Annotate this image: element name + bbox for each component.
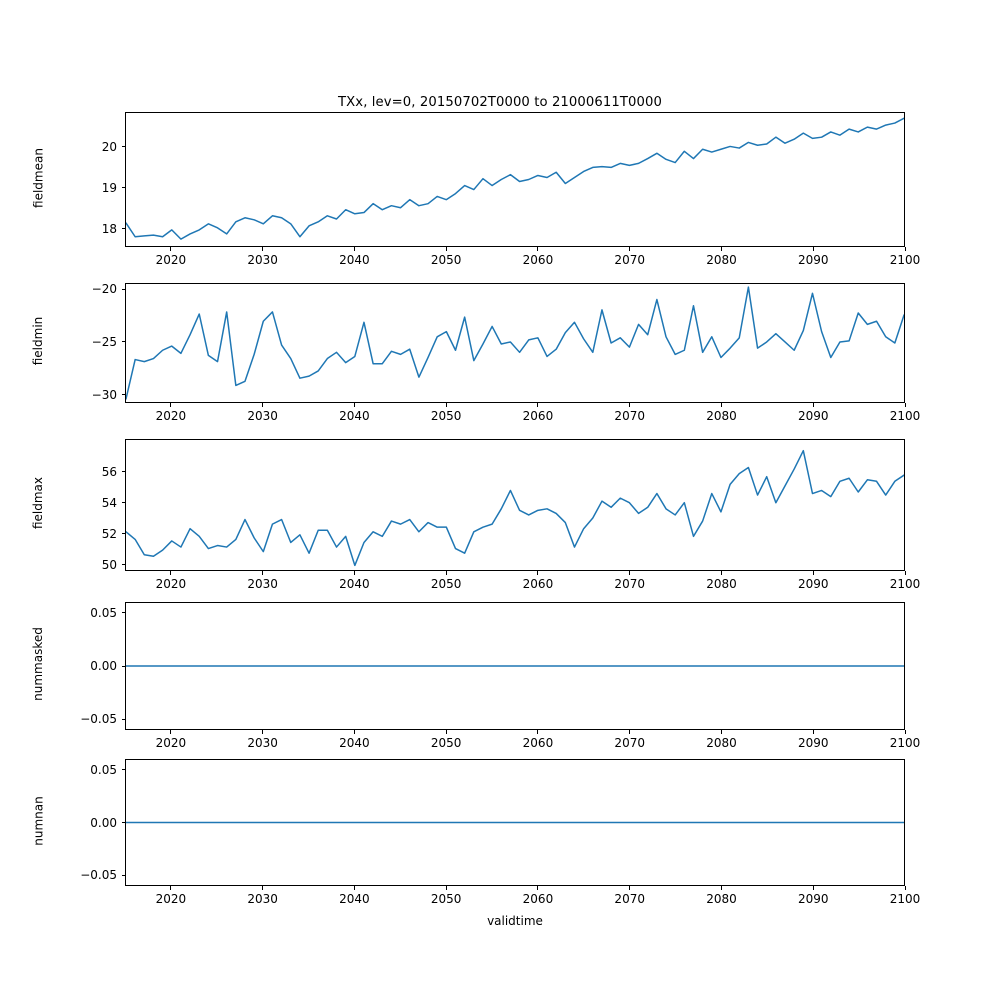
x-tick-label: 2080: [706, 253, 737, 267]
x-tickmark: [813, 886, 814, 890]
plot-panel-nummasked: [125, 602, 905, 730]
x-tick-label: 2050: [430, 409, 462, 423]
x-tickmark: [170, 247, 171, 251]
x-tick-label: 2060: [522, 577, 554, 591]
x-tickmark: [537, 730, 538, 734]
x-tickmark: [446, 886, 447, 890]
x-tickmark: [262, 403, 263, 407]
y-tickmark: [122, 875, 126, 876]
x-tickmark: [721, 730, 722, 734]
x-tickmark: [446, 403, 447, 407]
x-tick-label: 2020: [155, 736, 187, 750]
x-tickmark: [629, 886, 630, 890]
y-tick-label: −20: [91, 282, 117, 297]
x-tick-label: 2050: [430, 892, 462, 906]
x-tick-label: 2070: [614, 253, 645, 267]
y-tick-label: 0.00: [90, 815, 117, 830]
x-tickmark: [629, 247, 630, 251]
x-tick-label: 2030: [247, 409, 278, 423]
y-tick-label: 18: [101, 221, 117, 236]
x-axis-label: validtime: [487, 914, 543, 928]
x-tick-label: 2070: [614, 736, 645, 750]
x-tick-label: 2100: [889, 892, 921, 906]
x-tickmark: [354, 730, 355, 734]
y-tick-label: 0.05: [90, 605, 117, 620]
x-tickmark: [446, 247, 447, 251]
x-tick-label: 2090: [797, 892, 829, 906]
x-tickmark: [629, 403, 630, 407]
x-tick-label: 2060: [522, 892, 554, 906]
x-tickmark: [537, 571, 538, 575]
x-tickmark: [813, 403, 814, 407]
x-tick-label: 2070: [614, 577, 645, 591]
x-tick-label: 2060: [522, 253, 554, 267]
y-tickmark: [122, 822, 126, 823]
x-tick-label: 2020: [155, 409, 187, 423]
x-tickmark: [170, 571, 171, 575]
x-tickmark: [813, 730, 814, 734]
x-tickmark: [721, 403, 722, 407]
y-tickmark: [122, 146, 126, 147]
x-tick-label: 2090: [797, 253, 829, 267]
x-tickmark: [905, 886, 906, 890]
y-tickmark: [122, 769, 126, 770]
x-tickmark: [721, 247, 722, 251]
x-tick-label: 2030: [247, 736, 278, 750]
x-tick-label: 2030: [247, 577, 278, 591]
series-plot-nummasked: [126, 603, 904, 729]
x-tickmark: [537, 247, 538, 251]
x-tick-label: 2090: [797, 577, 829, 591]
y-tickmark: [122, 612, 126, 613]
x-tick-label: 2080: [706, 409, 737, 423]
x-tick-label: 2040: [339, 409, 370, 423]
plot-panel-fieldmin: [125, 283, 905, 403]
plot-panel-fieldmax: [125, 439, 905, 571]
y-tickmark: [122, 394, 126, 395]
x-tick-label: 2060: [522, 736, 554, 750]
y-tick-label: 56: [101, 464, 117, 479]
y-axis-label-fieldmean: fieldmean: [31, 147, 45, 208]
x-tickmark: [629, 571, 630, 575]
x-tick-label: 2100: [889, 253, 921, 267]
x-tick-label: 2080: [706, 736, 737, 750]
y-tickmark: [122, 228, 126, 229]
series-plot-fieldmin: [126, 284, 904, 402]
y-tick-label: 0.05: [90, 762, 117, 777]
y-axis-label-fieldmin: fieldmin: [31, 316, 45, 366]
x-tickmark: [446, 730, 447, 734]
y-tick-label: 19: [101, 180, 117, 195]
x-tickmark: [537, 886, 538, 890]
x-tick-label: 2020: [155, 577, 187, 591]
x-tickmark: [354, 886, 355, 890]
y-tick-label: 54: [101, 495, 117, 510]
x-tick-label: 2090: [797, 409, 829, 423]
y-tick-label: 50: [101, 557, 117, 572]
series-plot-numnan: [126, 760, 904, 885]
data-line: [126, 118, 904, 239]
x-tick-label: 2050: [430, 577, 462, 591]
x-tick-label: 2050: [430, 736, 462, 750]
x-tickmark: [354, 571, 355, 575]
series-plot-fieldmean: [126, 113, 904, 246]
x-tick-label: 2080: [706, 577, 737, 591]
y-tickmark: [122, 187, 126, 188]
x-tickmark: [262, 247, 263, 251]
y-axis-label-numnan: numnan: [31, 795, 45, 846]
y-tick-label: 52: [101, 526, 117, 541]
x-tick-label: 2100: [889, 577, 921, 591]
x-tick-label: 2090: [797, 736, 829, 750]
y-axis-label-fieldmax: fieldmax: [31, 476, 45, 530]
x-tick-label: 2020: [155, 892, 187, 906]
y-tickmark: [122, 533, 126, 534]
plot-panel-numnan: [125, 759, 905, 886]
x-tickmark: [721, 886, 722, 890]
x-tickmark: [905, 571, 906, 575]
y-tick-label: −25: [91, 334, 117, 349]
data-line: [126, 451, 904, 566]
x-tickmark: [262, 730, 263, 734]
x-tick-label: 2040: [339, 736, 370, 750]
x-tick-label: 2100: [889, 409, 921, 423]
x-tick-label: 2050: [430, 253, 462, 267]
x-tickmark: [905, 730, 906, 734]
x-tickmark: [262, 571, 263, 575]
x-tickmark: [170, 730, 171, 734]
y-tick-label: 20: [101, 139, 117, 154]
x-tickmark: [170, 403, 171, 407]
x-tickmark: [813, 247, 814, 251]
y-axis-label-nummasked: nummasked: [31, 627, 45, 701]
y-tick-label: 0.00: [90, 659, 117, 673]
y-tick-label: −0.05: [80, 712, 117, 727]
y-tick-label: −30: [91, 387, 117, 402]
x-tickmark: [354, 403, 355, 407]
x-tick-label: 2040: [339, 892, 370, 906]
figure-title: TXx, lev=0, 20150702T0000 to 21000611T0000: [338, 95, 662, 110]
y-tickmark: [122, 471, 126, 472]
x-tick-label: 2070: [614, 892, 645, 906]
x-tick-label: 2020: [155, 253, 187, 267]
plot-panel-fieldmean: [125, 112, 905, 247]
x-tickmark: [354, 247, 355, 251]
y-tickmark: [122, 341, 126, 342]
x-tickmark: [629, 730, 630, 734]
x-tickmark: [813, 571, 814, 575]
x-tick-label: 2060: [522, 409, 554, 423]
x-tickmark: [262, 886, 263, 890]
y-tickmark: [122, 289, 126, 290]
series-plot-fieldmax: [126, 440, 904, 570]
x-tick-label: 2030: [247, 892, 278, 906]
y-tickmark: [122, 666, 126, 667]
x-tickmark: [170, 886, 171, 890]
x-tick-label: 2080: [706, 892, 737, 906]
x-tick-label: 2040: [339, 253, 370, 267]
y-tick-label: −0.05: [80, 868, 117, 883]
x-tick-label: 2070: [614, 409, 645, 423]
x-tickmark: [537, 403, 538, 407]
x-tick-label: 2030: [247, 253, 278, 267]
y-tickmark: [122, 564, 126, 565]
x-tick-label: 2100: [889, 736, 921, 750]
x-tickmark: [905, 247, 906, 251]
x-tickmark: [721, 571, 722, 575]
x-tickmark: [905, 403, 906, 407]
x-tick-label: 2040: [339, 577, 370, 591]
x-tickmark: [446, 571, 447, 575]
y-tickmark: [122, 719, 126, 720]
y-tickmark: [122, 502, 126, 503]
data-line: [126, 287, 904, 399]
